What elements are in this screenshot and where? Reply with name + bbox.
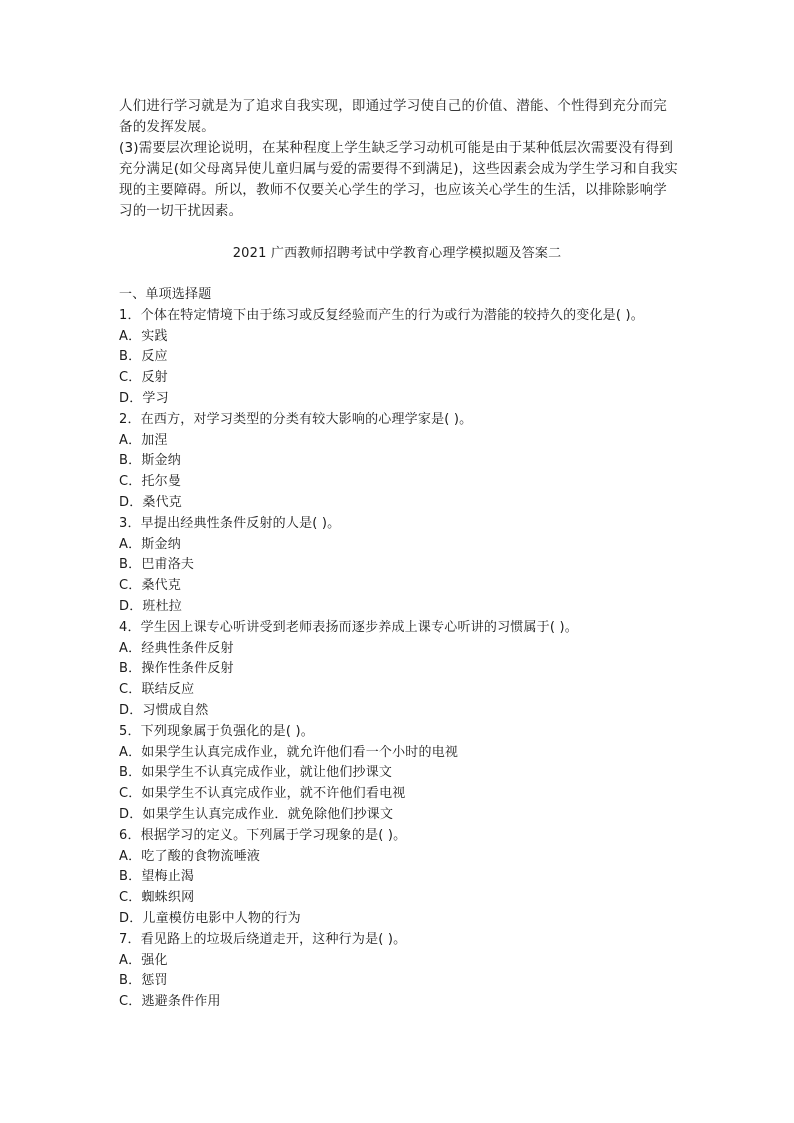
answer-option: D．儿童模仿电影中人物的行为 bbox=[119, 910, 301, 926]
answer-option: D．桑代克 bbox=[119, 494, 183, 510]
question-stem: 7．看见路上的垃圾后绕道走开，这种行为是( )。 bbox=[119, 931, 407, 947]
answer-option: C．蜘蛛织网 bbox=[119, 890, 195, 906]
answer-option: C．联结反应 bbox=[119, 682, 195, 698]
intro-paragraph: (3)需要层次理论说明，在某种程度上学生缺乏学习动机可能是由于某种低层次需要没有得到充分满足(如父母离异使儿童归属与爱的需要得不到满足)，这些因素会成为学生学习和自我实现的主要障碍。所以，教师不仅要关心学生的学习，也应该关心学生的生活，以排除影响学习的一切干扰因素。 bbox=[119, 140, 678, 219]
answer-option: D．如果学生认真完成作业．就免除他们抄课文 bbox=[119, 806, 394, 822]
question-stem: 3．早提出经典性条件反射的人是( )。 bbox=[119, 515, 341, 531]
answer-option: C．反射 bbox=[119, 370, 168, 386]
answer-option: A．加涅 bbox=[119, 432, 168, 448]
question-stem: 2．在西方，对学习类型的分类有较大影响的心理学家是( )。 bbox=[119, 411, 473, 427]
intro-text bbox=[119, 96, 679, 222]
answer-option: A．吃了酸的食物流唾液 bbox=[119, 848, 261, 864]
answer-option: A．如果学生认真完成作业，就允许他们看一个小时的电视 bbox=[119, 744, 459, 760]
question-stem: 4．学生因上课专心听讲受到老师表扬而逐步养成上课专心听讲的习惯属于( )。 bbox=[119, 619, 578, 635]
answer-option: B．反应 bbox=[119, 349, 168, 365]
answer-option: C．逃避条件作用 bbox=[119, 994, 221, 1010]
document-title: 2021 广西教师招聘考试中学教育心理学模拟题及答案二 bbox=[232, 246, 562, 261]
intro-paragraph: 人们进行学习就是为了追求自我实现，即通过学习使自己的价值、潜能、个性得到充分而完备的发挥发展。 bbox=[119, 98, 667, 135]
answer-option: C．桑代克 bbox=[119, 578, 182, 594]
answer-option: A．实践 bbox=[119, 328, 168, 344]
question-stem: 1．个体在特定情境下由于练习或反复经验而产生的行为或行为潜能的较持久的变化是( )。 bbox=[119, 307, 644, 323]
answer-option: B．望梅止渴 bbox=[119, 869, 195, 885]
answer-option: B．巴甫洛夫 bbox=[119, 557, 195, 573]
answer-option: D．习惯成自然 bbox=[119, 702, 209, 718]
answer-option: B．惩罚 bbox=[119, 973, 168, 989]
answer-option: D．学习 bbox=[119, 390, 169, 406]
answer-option: C．托尔曼 bbox=[119, 474, 182, 490]
question-list bbox=[119, 285, 719, 1013]
answer-option: B．斯金纳 bbox=[119, 453, 181, 469]
question-stem: 5．下列现象属于负强化的是( )。 bbox=[119, 723, 314, 739]
answer-option: C．如果学生不认真完成作业，就不许他们看电视 bbox=[119, 786, 406, 802]
answer-option: A．强化 bbox=[119, 952, 168, 968]
answer-option: B．操作性条件反射 bbox=[119, 661, 234, 677]
answer-option: D．班杜拉 bbox=[119, 598, 183, 614]
answer-option: B．如果学生不认真完成作业，就让他们抄课文 bbox=[119, 765, 393, 781]
question-stem: 6．根据学习的定义。下列属于学习现象的是( )。 bbox=[119, 827, 407, 843]
section-heading: 一、单项选择题 bbox=[119, 287, 212, 302]
answer-option: A．斯金纳 bbox=[119, 536, 181, 552]
answer-option: A．经典性条件反射 bbox=[119, 640, 234, 656]
